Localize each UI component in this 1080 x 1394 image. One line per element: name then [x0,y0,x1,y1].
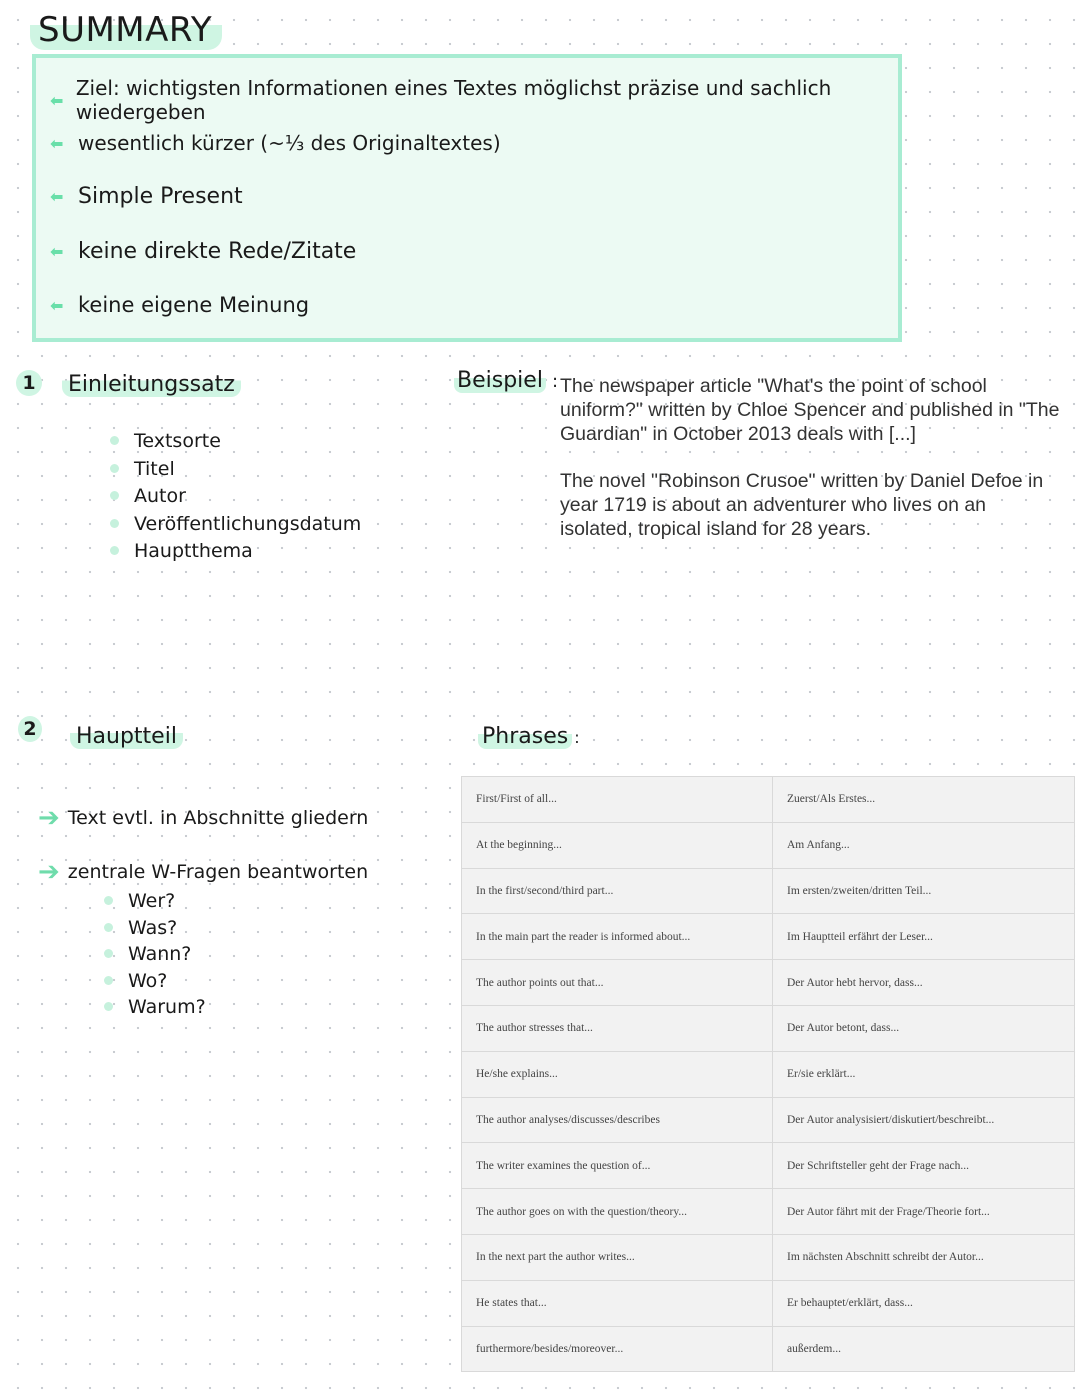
summary-item [50,184,243,209]
arrow-left-icon: ⬅ [50,90,64,110]
phrase-german: außerdem... [773,1326,1075,1372]
bullet-dot-icon [110,436,119,445]
summary-box [32,54,902,342]
example-text-2: The novel "Robinson Crusoe" written by Daniel Defoe in year 1719 is about an adventurer who lives on an isolated, tropical island for 28 years. [560,470,1044,540]
arrow-left-icon: ⬅ [50,133,64,153]
phrase-english: In the main part the reader is informed about... [462,914,773,960]
phrase-english: furthermore/besides/moreover... [462,1326,773,1372]
list-item: Wer? [104,888,206,915]
phrase-english: The author goes on with the question/theory... [462,1189,773,1235]
phrase-english: The author analyses/discusses/describes [462,1097,773,1143]
phrase-english: In the next part the author writes... [462,1234,773,1280]
phrase-english: At the beginning... [462,822,773,868]
bullet-dot-icon [104,949,113,958]
summary-item-text: Simple Present [78,184,243,209]
summary-item [50,239,356,264]
example-label: Beispiel : [454,368,558,393]
phrase-english: The author stresses that... [462,1005,773,1051]
section-number-2: 2 [18,716,42,742]
summary-item [50,293,309,317]
summary-item-text: wesentlich kürzer (~⅓ des Originaltextes) [78,131,501,155]
arrow-right-icon: ➔ [38,803,60,833]
table-row [462,1143,1075,1189]
phrase-english: First/First of all... [462,777,773,823]
einleitungssatz-bullets [110,428,361,566]
bullet-dot-icon [110,519,119,528]
phrases-label: Phrases : [478,724,580,749]
example-text-1: The newspaper article "What's the point of school uniform?" written by Chloe Spencer and published in "The Guardian" in October 2013 deals with [...] [560,375,1060,445]
section-heading-einleitungssatz: Einleitungssatz [62,372,241,397]
phrase-german: Der Autor hebt hervor, dass... [773,960,1075,1006]
table-row [462,1097,1075,1143]
phrase-english: The author points out that... [462,960,773,1006]
arrow-left-icon: ⬅ [50,295,64,315]
table-row [462,1189,1075,1235]
bullet-dot-icon [110,491,119,500]
table-row [462,1326,1075,1372]
phrase-english: The writer examines the question of... [462,1143,773,1189]
phrase-english: In the first/second/third part... [462,868,773,914]
page-title: SUMMARY [30,8,222,50]
list-item: Hauptthema [110,538,361,566]
table-row [462,868,1075,914]
bullet-dot-icon [110,546,119,555]
phrase-english: He/she explains... [462,1051,773,1097]
bullet-dot-icon [104,923,113,932]
hauptteil-arrow-item: ➔ zentrale W-Fragen beantworten [38,857,369,887]
list-item: Veröffentlichungsdatum [110,511,361,539]
bullet-dot-icon [104,896,113,905]
w-questions-list [104,888,206,1021]
phrase-german: Der Schriftsteller geht der Frage nach... [773,1143,1075,1189]
list-item: Was? [104,915,206,942]
arrow-left-icon: ⬅ [50,242,64,261]
arrow-left-icon: ⬅ [50,187,64,206]
section-heading-hauptteil: Hauptteil [70,724,183,749]
bullet-dot-icon [110,464,119,473]
table-row [462,914,1075,960]
table-row [462,1234,1075,1280]
phrase-german: Der Autor fährt mit der Frage/Theorie fort... [773,1189,1075,1235]
list-item: Warum? [104,994,206,1021]
phrase-german: Er/sie erklärt... [773,1051,1075,1097]
table-row [462,777,1075,823]
bullet-dot-icon [104,976,113,985]
phrase-german: Im Hauptteil erfährt der Leser... [773,914,1075,960]
list-item: Wo? [104,968,206,995]
phrase-german: Zuerst/Als Erstes... [773,777,1075,823]
summary-item-text: Ziel: wichtigsten Informationen eines Textes möglichst präzise und sachlich wiedergeben [75,76,832,124]
phrase-german: Im nächsten Abschnitt schreibt der Autor... [773,1234,1075,1280]
bullet-dot-icon [104,1002,113,1011]
summary-item-text: keine direkte Rede/Zitate [78,239,357,264]
phrase-english: He states that... [462,1280,773,1326]
phrases-table [461,776,1075,1372]
table-row [462,822,1075,868]
list-item: Textsorte [110,428,361,456]
arrow-right-icon: ➔ [38,857,60,887]
phrase-german: Der Autor betont, dass... [773,1005,1075,1051]
phrase-german: Er behauptet/erklärt, dass... [773,1280,1075,1326]
summary-item-text: keine eigene Meinung [78,293,310,317]
phrase-german: Am Anfang... [773,822,1075,868]
phrase-german: Im ersten/zweiten/dritten Teil... [773,868,1075,914]
list-item: Wann? [104,941,206,968]
list-item: Autor [110,483,361,511]
summary-item [50,131,501,155]
table-row [462,1051,1075,1097]
list-item: Titel [110,456,361,484]
table-row [462,1280,1075,1326]
phrase-german: Der Autor analysisiert/diskutiert/beschreibt... [773,1097,1075,1143]
table-row [462,960,1075,1006]
table-row [462,1005,1075,1051]
summary-item [50,76,898,124]
hauptteil-arrow-item: ➔ Text evtl. in Abschnitte gliedern [38,803,369,833]
section-number-1: 1 [16,370,42,396]
